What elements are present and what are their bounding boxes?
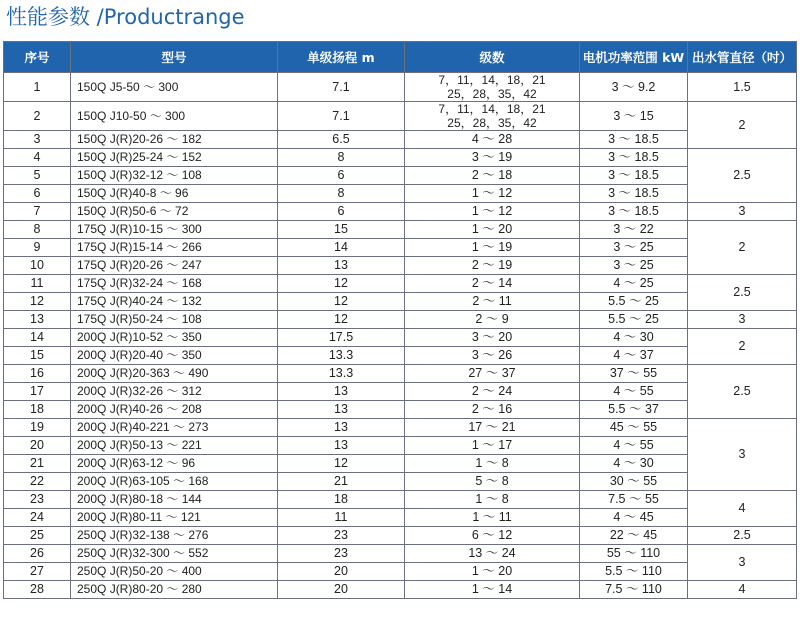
diameter-cell: 2.5 (688, 275, 797, 311)
header-stages: 级数 (405, 42, 580, 73)
table-row (4, 473, 797, 491)
head-cell: 18 (278, 491, 405, 509)
model-cell: 200Q J(R)50-13 ～ 221 (71, 437, 278, 455)
power-cell: 3 ～ 18.5 (580, 185, 688, 203)
header-serial: 序号 (4, 42, 71, 73)
serial-cell: 8 (4, 221, 71, 239)
diameter-cell: 4 (688, 491, 797, 527)
head-cell: 13 (278, 437, 405, 455)
head-cell: 13 (278, 419, 405, 437)
head-cell: 14 (278, 239, 405, 257)
power-cell: 3 ～ 9.2 (580, 73, 688, 102)
head-cell: 8 (278, 149, 405, 167)
head-cell: 12 (278, 311, 405, 329)
stages-cell: 1 ～ 20 (405, 563, 580, 581)
serial-cell: 3 (4, 131, 71, 149)
stages-cell: 17 ～ 21 (405, 419, 580, 437)
table-row (4, 455, 797, 473)
table-row (4, 185, 797, 203)
model-cell: 200Q J(R)32-26 ～ 312 (71, 383, 278, 401)
serial-cell: 7 (4, 203, 71, 221)
diameter-cell: 3 (688, 311, 797, 329)
stages-cell: 2 ～ 9 (405, 311, 580, 329)
serial-cell: 20 (4, 437, 71, 455)
power-cell: 3 ～ 18.5 (580, 149, 688, 167)
serial-cell: 27 (4, 563, 71, 581)
stages-cell: 2 ～ 19 (405, 257, 580, 275)
stages-cell: 2 ～ 24 (405, 383, 580, 401)
serial-cell: 4 (4, 149, 71, 167)
power-cell: 4 ～ 45 (580, 509, 688, 527)
model-cell: 150Q J(R)20-26 ～ 182 (71, 131, 278, 149)
power-cell: 37 ～ 55 (580, 365, 688, 383)
stages-cell: 3 ～ 19 (405, 149, 580, 167)
performance-table (3, 41, 797, 599)
model-cell: 200Q J(R)80-18 ～ 144 (71, 491, 278, 509)
serial-cell: 11 (4, 275, 71, 293)
power-cell: 4 ～ 55 (580, 437, 688, 455)
table-row (4, 203, 797, 221)
stages-cell: 2 ～ 18 (405, 167, 580, 185)
model-cell: 175Q J(R)50-24 ～ 108 (71, 311, 278, 329)
power-cell: 3 ～ 25 (580, 257, 688, 275)
serial-cell: 17 (4, 383, 71, 401)
table-row (4, 329, 797, 347)
stages-cell (405, 102, 580, 131)
power-cell: 5.5 ～ 25 (580, 293, 688, 311)
serial-cell: 15 (4, 347, 71, 365)
table-row (4, 257, 797, 275)
power-cell: 3 ～ 15 (580, 102, 688, 131)
table-row (4, 509, 797, 527)
head-cell: 23 (278, 527, 405, 545)
head-cell: 12 (278, 275, 405, 293)
model-cell: 175Q J(R)15-14 ～ 266 (71, 239, 278, 257)
serial-cell: 22 (4, 473, 71, 491)
diameter-cell: 3 (688, 419, 797, 491)
diameter-cell: 3 (688, 203, 797, 221)
serial-cell: 18 (4, 401, 71, 419)
serial-cell: 13 (4, 311, 71, 329)
serial-cell: 14 (4, 329, 71, 347)
model-cell: 200Q J(R)63-12 ～ 96 (71, 455, 278, 473)
table-row (4, 383, 797, 401)
table-row (4, 545, 797, 563)
model-cell: 150Q J(R)32-12 ～ 108 (71, 167, 278, 185)
serial-cell: 26 (4, 545, 71, 563)
power-cell: 5.5 ～ 110 (580, 563, 688, 581)
stages-cell: 2 ～ 14 (405, 275, 580, 293)
power-cell: 4 ～ 30 (580, 455, 688, 473)
power-cell: 30 ～ 55 (580, 473, 688, 491)
table-row (4, 293, 797, 311)
head-cell: 13 (278, 257, 405, 275)
head-cell: 8 (278, 185, 405, 203)
serial-cell: 6 (4, 185, 71, 203)
power-cell: 4 ～ 55 (580, 383, 688, 401)
model-cell: 250Q J(R)32-300 ～ 552 (71, 545, 278, 563)
header-diameter: 出水管直径（吋） (688, 42, 797, 73)
stages-cell: 1 ～ 19 (405, 239, 580, 257)
serial-cell: 16 (4, 365, 71, 383)
serial-cell: 19 (4, 419, 71, 437)
model-cell: 200Q J(R)20-40 ～ 350 (71, 347, 278, 365)
serial-cell: 21 (4, 455, 71, 473)
header-head: 单级扬程 m (278, 42, 405, 73)
serial-cell: 5 (4, 167, 71, 185)
diameter-cell: 2 (688, 329, 797, 365)
power-cell: 45 ～ 55 (580, 419, 688, 437)
stages-line: 7，11，14，18，21 (438, 102, 546, 116)
serial-cell: 23 (4, 491, 71, 509)
model-cell: 200Q J(R)40-26 ～ 208 (71, 401, 278, 419)
power-cell: 4 ～ 25 (580, 275, 688, 293)
table-row (4, 563, 797, 581)
table-row (4, 527, 797, 545)
diameter-cell: 4 (688, 581, 797, 599)
table-body (4, 73, 797, 599)
model-cell: 150Q J(R)25-24 ～ 152 (71, 149, 278, 167)
table-row (4, 347, 797, 365)
power-cell: 7.5 ～ 110 (580, 581, 688, 599)
table-row (4, 365, 797, 383)
stages-cell: 5 ～ 8 (405, 473, 580, 491)
model-cell: 150Q J5-50 ～ 300 (71, 73, 278, 102)
stages-line: 25，28，35，42 (447, 116, 537, 130)
head-cell: 13 (278, 383, 405, 401)
model-cell: 200Q J(R)10-52 ～ 350 (71, 329, 278, 347)
head-cell: 7.1 (278, 73, 405, 102)
stages-cell: 3 ～ 20 (405, 329, 580, 347)
table-row (4, 167, 797, 185)
table-row (4, 73, 797, 102)
table-row (4, 581, 797, 599)
serial-cell: 24 (4, 509, 71, 527)
table-row (4, 491, 797, 509)
stages-cell: 1 ～ 8 (405, 455, 580, 473)
stages-cell: 27 ～ 37 (405, 365, 580, 383)
header-model: 型号 (71, 42, 278, 73)
power-cell: 5.5 ～ 37 (580, 401, 688, 419)
stages-cell: 1 ～ 20 (405, 221, 580, 239)
head-cell: 13 (278, 401, 405, 419)
model-cell: 175Q J(R)20-26 ～ 247 (71, 257, 278, 275)
model-cell: 175Q J(R)32-24 ～ 168 (71, 275, 278, 293)
table-header-row (4, 42, 797, 73)
model-cell: 250Q J(R)32-138 ～ 276 (71, 527, 278, 545)
head-cell: 17.5 (278, 329, 405, 347)
head-cell: 6 (278, 203, 405, 221)
model-cell: 200Q J(R)20-363 ～ 490 (71, 365, 278, 383)
stages-cell: 2 ～ 11 (405, 293, 580, 311)
model-cell: 250Q J(R)50-20 ～ 400 (71, 563, 278, 581)
power-cell: 4 ～ 30 (580, 329, 688, 347)
diameter-cell: 2.5 (688, 527, 797, 545)
table-row (4, 239, 797, 257)
diameter-cell: 2 (688, 102, 797, 149)
power-cell: 3 ～ 18.5 (580, 131, 688, 149)
stages-cell: 1 ～ 11 (405, 509, 580, 527)
head-cell: 13.3 (278, 347, 405, 365)
model-cell: 250Q J(R)80-20 ～ 280 (71, 581, 278, 599)
head-cell: 13.3 (278, 365, 405, 383)
stages-cell: 4 ～ 28 (405, 131, 580, 149)
power-cell: 3 ～ 22 (580, 221, 688, 239)
diameter-cell: 2.5 (688, 365, 797, 419)
stages-cell: 13 ～ 24 (405, 545, 580, 563)
model-cell: 150Q J(R)50-6 ～ 72 (71, 203, 278, 221)
model-cell: 200Q J(R)80-11 ～ 121 (71, 509, 278, 527)
stages-cell: 2 ～ 16 (405, 401, 580, 419)
diameter-cell: 3 (688, 545, 797, 581)
model-cell: 175Q J(R)40-24 ～ 132 (71, 293, 278, 311)
table-row (4, 102, 797, 131)
table-row (4, 311, 797, 329)
stages-cell: 1 ～ 12 (405, 185, 580, 203)
stages-cell: 1 ～ 8 (405, 491, 580, 509)
serial-cell: 2 (4, 102, 71, 131)
power-cell: 55 ～ 110 (580, 545, 688, 563)
stages-line: 7，11，14，18，21 (438, 73, 546, 87)
model-cell: 150Q J(R)40-8 ～ 96 (71, 185, 278, 203)
table-row (4, 419, 797, 437)
power-cell: 3 ～ 25 (580, 239, 688, 257)
stages-cell: 1 ～ 14 (405, 581, 580, 599)
head-cell: 6.5 (278, 131, 405, 149)
serial-cell: 10 (4, 257, 71, 275)
head-cell: 21 (278, 473, 405, 491)
table-row (4, 401, 797, 419)
head-cell: 7.1 (278, 102, 405, 131)
table-row (4, 221, 797, 239)
stages-cell: 1 ～ 17 (405, 437, 580, 455)
table-row (4, 149, 797, 167)
diameter-cell: 2 (688, 221, 797, 275)
head-cell: 23 (278, 545, 405, 563)
diameter-cell: 1.5 (688, 73, 797, 102)
serial-cell: 25 (4, 527, 71, 545)
table-row (4, 437, 797, 455)
table-row (4, 275, 797, 293)
head-cell: 6 (278, 167, 405, 185)
model-cell: 175Q J(R)10-15 ～ 300 (71, 221, 278, 239)
serial-cell: 9 (4, 239, 71, 257)
power-cell: 4 ～ 37 (580, 347, 688, 365)
serial-cell: 12 (4, 293, 71, 311)
model-cell: 150Q J10-50 ～ 300 (71, 102, 278, 131)
stages-line: 25，28，35，42 (447, 87, 537, 101)
power-cell: 3 ～ 18.5 (580, 167, 688, 185)
head-cell: 11 (278, 509, 405, 527)
power-cell: 22 ～ 45 (580, 527, 688, 545)
stages-cell: 6 ～ 12 (405, 527, 580, 545)
power-cell: 3 ～ 18.5 (580, 203, 688, 221)
head-cell: 12 (278, 455, 405, 473)
stages-cell: 3 ～ 26 (405, 347, 580, 365)
serial-cell: 28 (4, 581, 71, 599)
table-row (4, 131, 797, 149)
page-title: 性能参数 /Productrange (6, 5, 245, 29)
diameter-cell: 2.5 (688, 149, 797, 203)
head-cell: 20 (278, 581, 405, 599)
head-cell: 15 (278, 221, 405, 239)
model-cell: 200Q J(R)63-105 ～ 168 (71, 473, 278, 491)
stages-cell (405, 73, 580, 102)
serial-cell: 1 (4, 73, 71, 102)
head-cell: 20 (278, 563, 405, 581)
model-cell: 200Q J(R)40-221 ～ 273 (71, 419, 278, 437)
head-cell: 12 (278, 293, 405, 311)
header-power: 电机功率范围 kW (580, 42, 688, 73)
power-cell: 7.5 ～ 55 (580, 491, 688, 509)
power-cell: 5.5 ～ 25 (580, 311, 688, 329)
stages-cell: 1 ～ 12 (405, 203, 580, 221)
